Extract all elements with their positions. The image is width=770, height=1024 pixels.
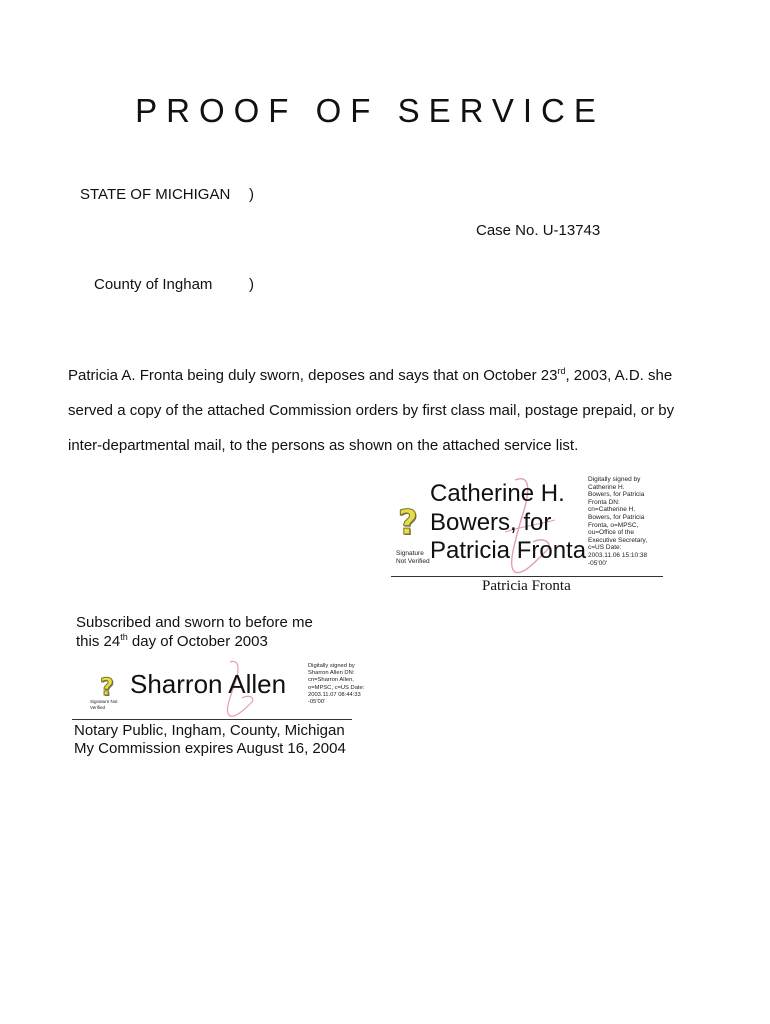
digital-signature-info-2: Digitally signed by Sharron Allen DN: cn=Sharron Allen, o=MPSC, c=US Date: 2003.11.07 08:44:33 -05'00' xyxy=(308,663,365,706)
para-line-1-sup: rd xyxy=(557,366,566,376)
paren-1: ) xyxy=(249,186,254,203)
subscribed-line-1: Subscribed and sworn to before me xyxy=(76,614,313,631)
signer-name-1 xyxy=(430,480,590,566)
signature-line-1 xyxy=(391,576,663,577)
signer-name-1-line-2: Bowers, for xyxy=(430,508,552,536)
signature-not-verified-1: Signature Not Verified xyxy=(396,550,430,565)
signature-line-2 xyxy=(72,719,352,720)
subscribed-line-2-a: this 24 xyxy=(76,633,121,650)
state-label: STATE OF MICHIGAN xyxy=(80,186,231,203)
signer-name-1-line-1: Catherine H. xyxy=(430,480,565,507)
county-label: County of Ingham xyxy=(94,276,213,293)
question-mark-icon-2: ? xyxy=(100,673,114,701)
subscribed-line-2-b: day of October 2003 xyxy=(127,633,268,650)
case-number: Case No. U-13743 xyxy=(476,222,601,239)
printed-name: Patricia Fronta xyxy=(482,578,571,594)
signer-name-2: Sharron Allen xyxy=(130,669,287,699)
question-mark-icon: ? xyxy=(398,503,418,543)
page-title: PROOF OF SERVICE xyxy=(135,92,605,129)
signer-name-1-line-3: Patricia Fronta xyxy=(430,537,587,564)
paren-2: ) xyxy=(249,276,254,293)
subscribed-line-2-sup: th xyxy=(120,632,128,642)
notary-line-1: Notary Public, Ingham, County, Michigan xyxy=(74,722,345,739)
para-line-2: served a copy of the attached Commission orders by first class mail, postage prepaid, or by xyxy=(68,402,675,419)
subscribed-line-2 xyxy=(76,633,268,650)
para-line-3: inter-departmental mail, to the persons as shown on the attached service list. xyxy=(68,437,579,454)
para-line-1-a: Patricia A. Fronta being duly sworn, deposes and says that on October 23 xyxy=(68,367,558,384)
para-line-1-b: , 2003, A.D. she xyxy=(565,367,673,384)
notary-line-2: My Commission expires August 16, 2004 xyxy=(74,740,346,757)
signature-not-verified-2: Signature Not Verified xyxy=(90,699,118,710)
para-line-1 xyxy=(68,367,672,384)
digital-signature-info-1: Digitally signed by Catherine H. Bowers, for Patricia Fronta DN: cn=Catherine H. Bowers, for Patricia Fronta, o=MPSC, ou=Office of the Executive Secretary, c=US Date: 2003.11.06 15:10:38 -05'00' xyxy=(588,476,648,567)
